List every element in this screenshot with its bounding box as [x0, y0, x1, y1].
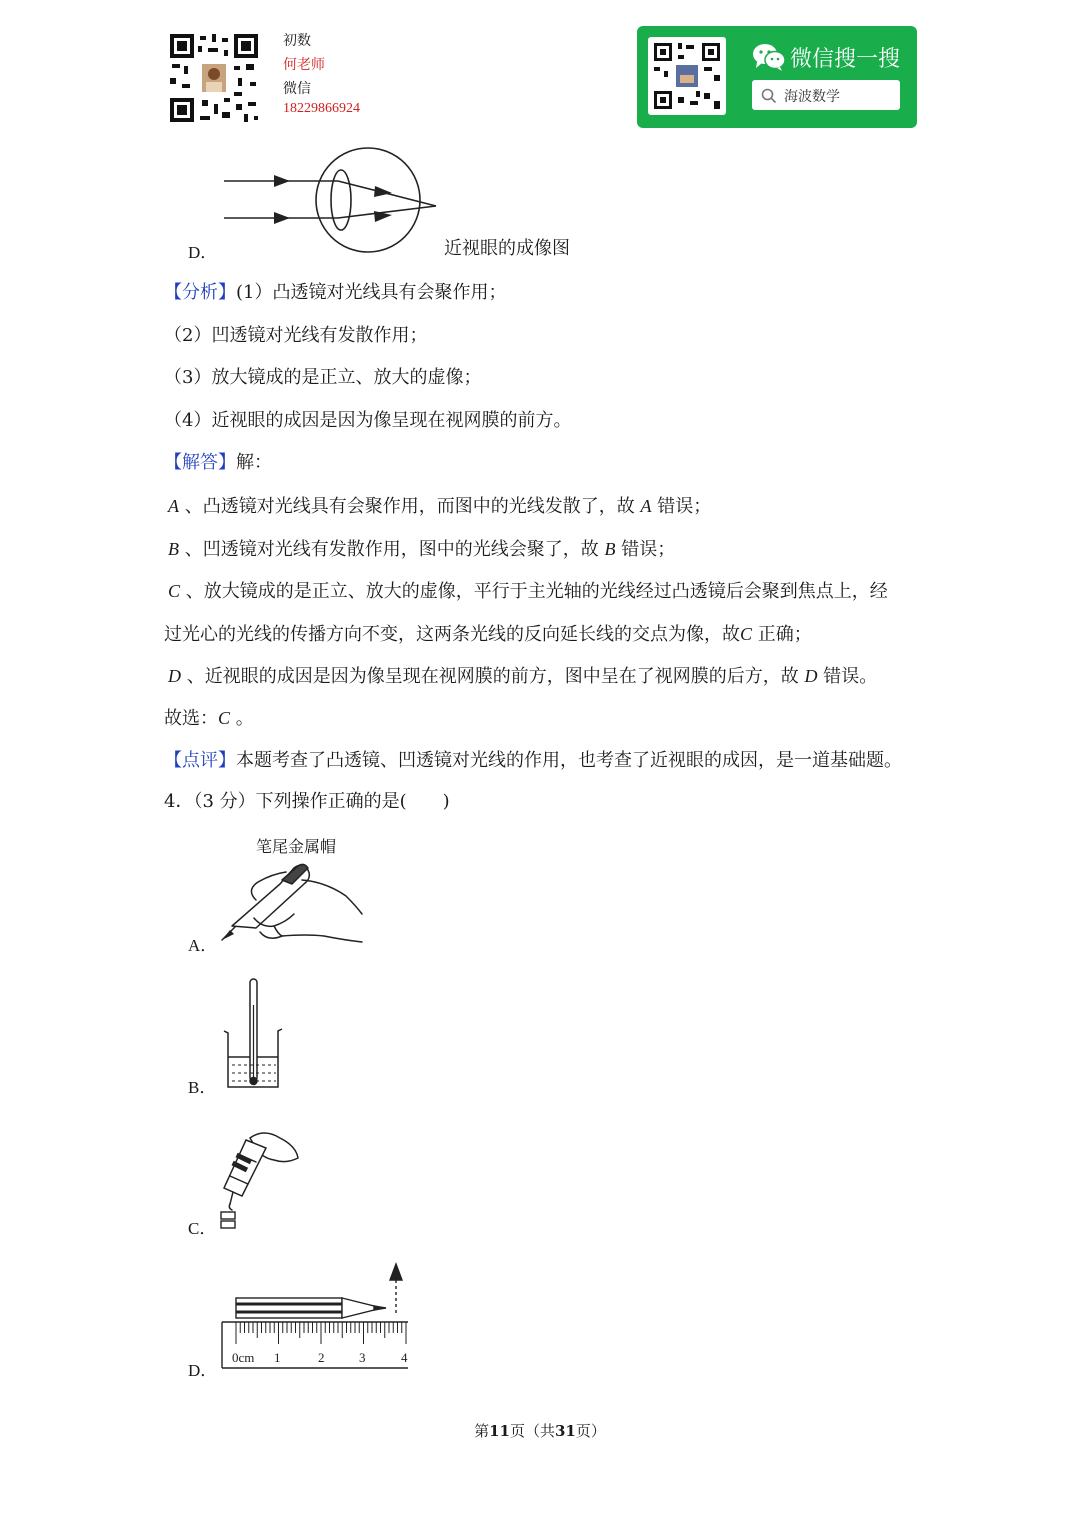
page-footer: 第11页（共31页）	[474, 1422, 606, 1440]
solution-heading: 【解答】解：	[164, 452, 272, 473]
option-b-label: B．	[188, 1078, 217, 1097]
option-a-test-pen-image	[216, 856, 366, 946]
current-page: 11	[489, 1422, 510, 1440]
analysis-line-4: （4）近视眼的成因是因为像呈现在视网膜的前方。	[164, 410, 572, 431]
analysis-tag: 【分析】	[164, 282, 236, 303]
solution-option-b: B 、凹透镜对光线有发散作用，图中的光线会聚了，故 B 错误；	[168, 539, 676, 560]
prev-option-d-label: D．	[188, 243, 218, 262]
option-c-label: C．	[188, 1219, 217, 1238]
option-a-label: A．	[188, 936, 218, 955]
total-pages: 31	[555, 1422, 576, 1440]
wechat-search-input[interactable]	[752, 80, 900, 110]
contact-subject: 初数	[283, 34, 311, 49]
solution-option-a: A 、凸透镜对光线具有会聚作用，而图中的光线发散了，故 A 错误；	[168, 496, 712, 517]
qr-code-left	[168, 32, 260, 124]
ruler-tick-label-0: 0cm	[232, 1350, 255, 1365]
ruler-tick-label-4: 4	[401, 1350, 408, 1365]
comment-line: 【点评】本题考查了凸透镜、凹透镜对光线的作用，也考查了近视眼的成因，是一道基础题。	[164, 750, 902, 771]
solution-option-c-line2: 过光心的光线的传播方向不变，这两条光线的反向延长线的交点为像，故C 正确；	[164, 624, 812, 645]
ruler-tick-label-1: 1	[274, 1350, 281, 1365]
analysis-line-3: （3）放大镜成的是正立、放大的虚像；	[164, 367, 482, 388]
solution-answer: 故选：C 。	[164, 708, 254, 729]
contact-phone: 18229866924	[283, 101, 360, 116]
option-d-ruler-image	[220, 1258, 415, 1374]
ruler-tick-label-3: 3	[359, 1350, 366, 1365]
option-a-caption: 笔尾金属帽	[256, 837, 337, 856]
question-4-text: 4．（3 分）下列操作正确的是( )	[164, 791, 450, 812]
search-icon	[761, 88, 777, 104]
option-b-thermometer-image	[220, 975, 284, 1093]
comment-tag: 【点评】	[164, 750, 236, 771]
prev-option-d-caption: 近视眼的成像图	[444, 238, 570, 259]
solution-option-d: D 、近视眼的成因是因为像呈现在视网膜的前方，图中呈在了视网膜的后方，故 D 错误。	[168, 666, 878, 687]
wechat-search-query: 海波数学	[784, 89, 840, 105]
solution-tag: 【解答】	[164, 452, 236, 473]
analysis-line-1: 【分析】(1）凸透镜对光线具有会聚作用；	[164, 282, 507, 303]
myopia-eye-diagram	[220, 145, 445, 255]
solution-option-c-line1: C 、放大镜成的是正立、放大的虚像，平行于主光轴的光线经过凸透镜后会聚到焦点上，经	[168, 581, 888, 602]
wechat-search-title: 微信搜一搜	[790, 47, 901, 72]
wechat-logo-icon	[752, 42, 786, 72]
ruler-tick-label-2: 2	[318, 1350, 325, 1365]
option-c-spring-scale-image	[216, 1118, 306, 1230]
contact-teacher: 何老师	[283, 58, 325, 73]
option-d-label: D．	[188, 1361, 218, 1380]
analysis-line-2: （2）凹透镜对光线有发散作用；	[164, 325, 428, 346]
qr-code-right	[648, 37, 726, 115]
contact-wechat-label: 微信	[283, 82, 311, 97]
